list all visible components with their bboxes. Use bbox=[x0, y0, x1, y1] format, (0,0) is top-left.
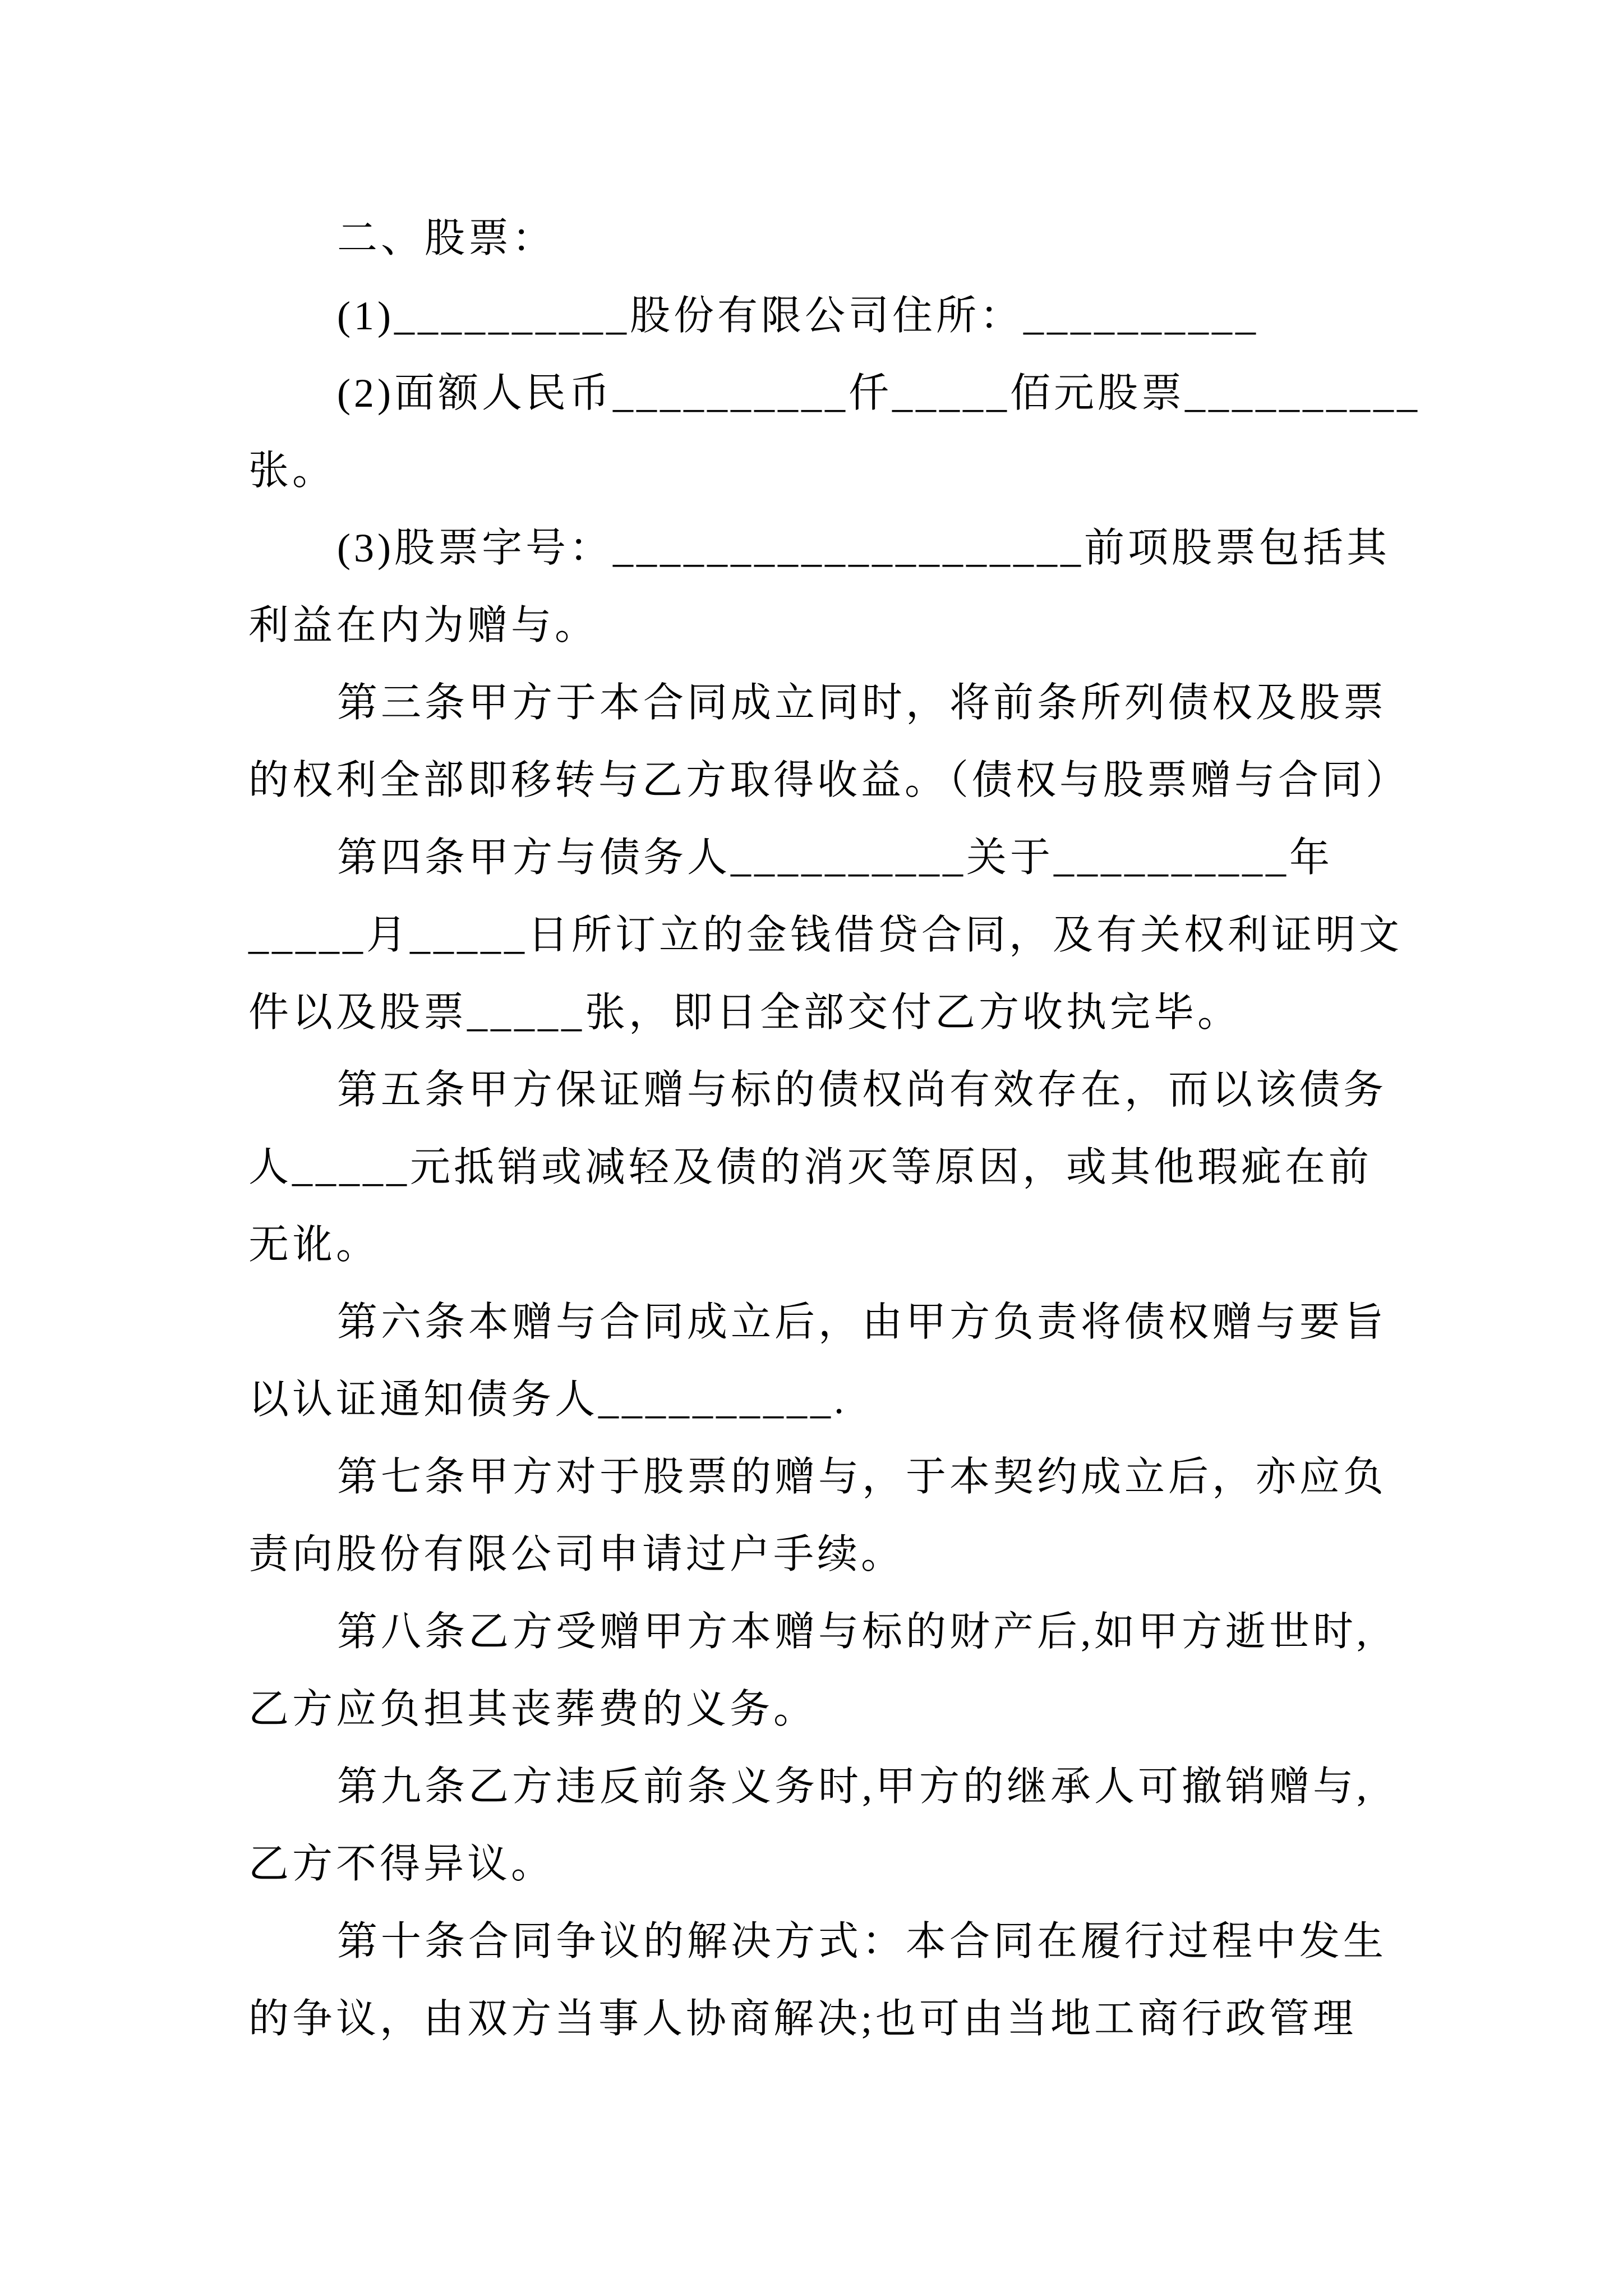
document-line: 第三条甲方于本合同成立同时，将前条所列债权及股票 bbox=[337, 680, 1387, 725]
document-line: (3)股票字号：____________________前项股票包括其 bbox=[337, 526, 1390, 570]
paragraph-article-5 bbox=[248, 1051, 1404, 1283]
document-line: 第四条甲方与债务人__________关于__________年 bbox=[337, 835, 1334, 880]
paragraph-article-6 bbox=[248, 1283, 1404, 1438]
document-line: 张。 bbox=[248, 448, 336, 493]
document-line: _____月_____日所订立的金钱借贷合同，及有关权利证明文 bbox=[248, 913, 1403, 958]
document-line: 的权利全部即移转与乙方取得收益。（债权与股票赠与合同） bbox=[248, 758, 1410, 803]
document-line: 第五条甲方保证赠与标的债权尚有效存在，而以该债务 bbox=[337, 1068, 1387, 1112]
document-line: 以认证通知债务人__________. bbox=[248, 1377, 848, 1422]
paragraph-article-7 bbox=[248, 1438, 1404, 1593]
paragraph-article-8 bbox=[248, 1593, 1404, 1748]
document-line: 乙方不得异议。 bbox=[248, 1842, 555, 1887]
document-line: 第十条合同争议的解决方式：本合同在履行过程中发生 bbox=[337, 1919, 1387, 1964]
document-line: (1)__________股份有限公司住所：__________ bbox=[337, 293, 1259, 338]
paragraph-article-4 bbox=[248, 819, 1404, 1051]
paragraph-section-stocks-heading bbox=[248, 200, 1404, 277]
document-line: 二、股票： bbox=[337, 216, 556, 261]
document-line: 无讹。 bbox=[248, 1222, 380, 1267]
paragraph-item-3-stock-serial bbox=[248, 509, 1404, 664]
contract-body bbox=[248, 200, 1421, 2058]
document-line: 的争议，由双方当事人协商解决;也可由当地工商行政管理 bbox=[248, 1996, 1357, 2041]
document-line: 件以及股票_____张，即日全部交付乙方收执完毕。 bbox=[248, 990, 1242, 1035]
document-line: 第六条本赠与合同成立后，由甲方负责将债权赠与要旨 bbox=[337, 1300, 1387, 1345]
paragraph-item-2-face-value bbox=[248, 355, 1421, 509]
paragraph-article-10 bbox=[248, 1903, 1404, 2058]
document-line: 责向股份有限公司申请过户手续。 bbox=[248, 1532, 905, 1577]
paragraph-article-9 bbox=[248, 1748, 1404, 1903]
document-line: 第七条甲方对于股票的赠与，于本契约成立后，亦应负 bbox=[337, 1455, 1387, 1499]
paragraph-item-1-company-address bbox=[248, 277, 1404, 355]
document-line: 第八条乙方受赠甲方本赠与标的财产后,如甲方逝世时, bbox=[337, 1609, 1371, 1654]
document-line: 第九条乙方违反前条义务时,甲方的继承人可撤销赠与, bbox=[337, 1764, 1371, 1809]
document-line: 利益在内为赠与。 bbox=[248, 603, 599, 648]
document-line: (2)面额人民币__________仟_____佰元股票__________ bbox=[337, 371, 1421, 416]
document-line: 人_____元抵销或减轻及债的消灭等原因，或其他瑕疵在前 bbox=[248, 1145, 1373, 1190]
document-line: 乙方应负担其丧葬费的义务。 bbox=[248, 1687, 818, 1732]
paragraph-article-3 bbox=[248, 664, 1410, 819]
